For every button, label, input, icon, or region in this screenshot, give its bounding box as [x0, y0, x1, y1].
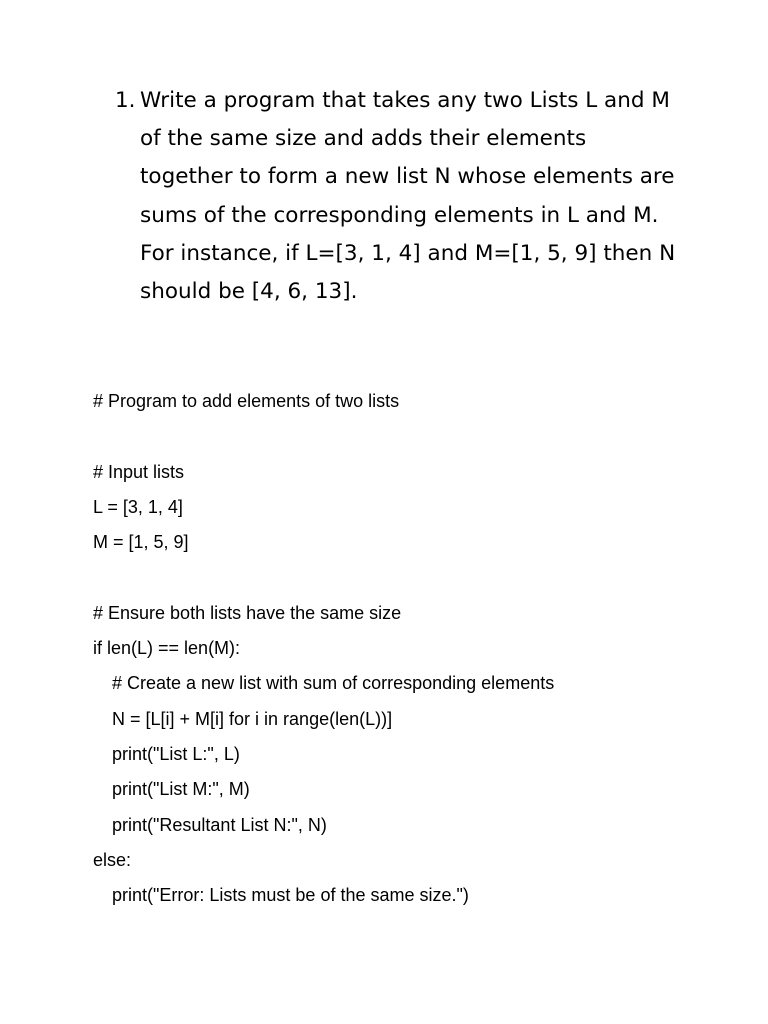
code-line: print("List M:", M) — [112, 779, 250, 800]
code-line: print("Resultant List N:", N) — [112, 814, 327, 835]
code-line: print("Error: Lists must be of the same size.") — [112, 885, 469, 906]
question-number: 1. — [115, 88, 136, 113]
code-line: if len(L) == len(M): — [93, 638, 241, 659]
question-item — [115, 82, 685, 311]
code-line: # Create a new list with sum of corresponding elements — [112, 673, 555, 694]
code-line: # Input lists — [93, 461, 185, 482]
code-line: # Ensure both lists have the same size — [93, 602, 402, 623]
code-line: N = [L[i] + M[i] for i in range(len(L))] — [112, 708, 393, 729]
code-line — [93, 419, 733, 454]
question-text: Write a program that takes any two Lists L and M of the same size and adds their elements together to form a new list N whose elements are sums of the corresponding elements in L and M. For instance, if L=[3, 1, 4] and M=[1, 5, 9] then N should be [4, 6, 13]. — [140, 88, 676, 305]
code-line: else: — [93, 849, 132, 870]
code-line: L = [3, 1, 4] — [93, 496, 183, 517]
code-line: # Program to add elements of two lists — [93, 391, 400, 411]
code-line — [93, 560, 733, 595]
code-block — [93, 384, 733, 913]
code-line: print("List L:", L) — [112, 743, 240, 764]
code-line: M = [1, 5, 9] — [93, 532, 189, 553]
